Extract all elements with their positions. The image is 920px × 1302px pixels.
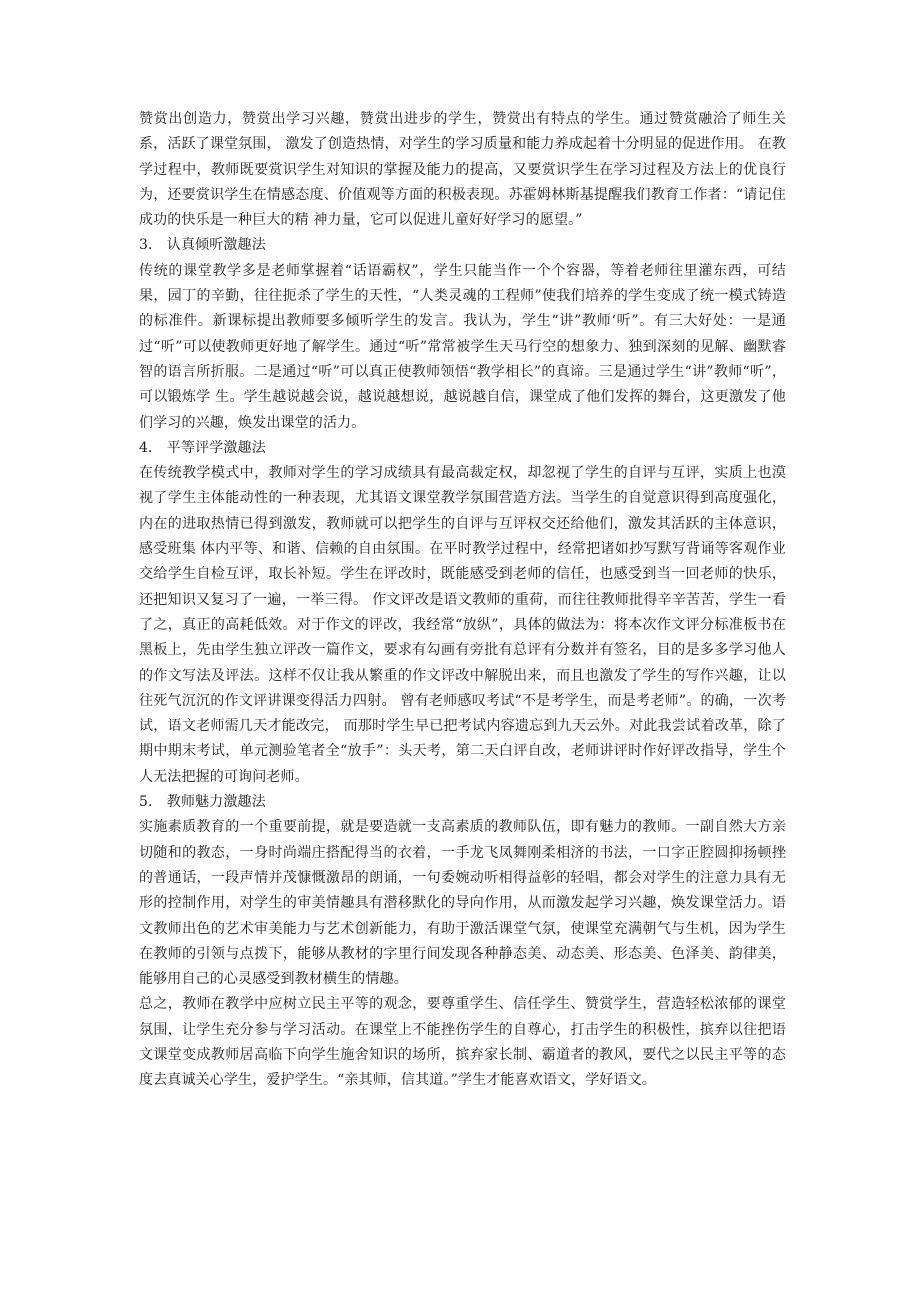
paragraph-teacher-charm: 实施素质教育的一个重要前提，就是要造就一支高素质的教师队伍，即有魅力的教师。一副自然大方亲切随和的教态，一身时尚端庄搭配得当的衣着，一手龙飞凤舞刚柔相济的书法，一口字正腔圆抑扬顿挫的普通话，一段声情并茂慷慨激昂的朗诵，一句委婉动听相得益彰的轻唱，都会对学生的注意力具有无形的控制作用，对学生的审美情趣具有潜移默化的导向作用，从而激发起学习兴趣，焕发课堂活力。语文教师出色的艺术审美能力与艺术创新能力，有助于激活课堂气氛，使课堂充满朝气与生机，因为学生在教师的引领与点拨下，能够从教材的字里行间发现各种静态美、动态美、形态美、色泽美、韵律美，能够用自己的心灵感受到教材横生的情趣。	[139, 819, 786, 988]
paragraph-listening: 传统的课堂教学多是老师掌握着“话语霸权”，学生只能当作一个个容器，等着老师往里灌东西，可结果，园丁的辛勤，往往扼杀了学生的天性，“人类灵魂的工程师”使我们培养的学生变成了统一模式铸造的标准件。新课标提出教师要多倾听学生的发言。我认为，学生“讲”教师‘听”。有三大好处：一是通过“听”可以使教师更好地了解学生。通过“听”常常被学生天马行空的想象力、独到深刻的见解、幽默睿智的语言所折服。二是通过“听”可以真正使教师领悟“教学相长”的真谛。三是通过学生“讲”教师“听”，可以锻炼学 生。学生越说越会说，越说越想说，越说越自信，课堂成了他们发挥的舞台，这更激发了他们学习的兴趣，焕发出课堂的活力。	[139, 262, 786, 431]
heading-equal-evaluation: 4． 平等评学激趣法	[139, 439, 266, 456]
heading-teacher-charm: 5． 教师魅力激趣法	[139, 794, 266, 811]
document-body	[139, 107, 786, 1094]
heading-listening: 3． 认真倾听激趣法	[139, 237, 266, 254]
paragraph-equal-evaluation: 在传统教学模式中，教师对学生的学习成绩具有最高裁定权，却忽视了学生的自评与互评，实质上也漠视了学生主体能动性的一种表现，尤其语文课堂教学氛围营造方法。当学生的自觉意识得到高度强化，内在的进取热情已得到激发，教师就可以把学生的自评与互评权交还给他们，激发其活跃的主体意识，感受班集 体内平等、和谐、信赖的自由氛围。在平时教学过程中，经常把诸如抄写默写背诵等客观作业交给学生自检互评，取长补短。学生在评改时，既能感受到老师的信任，也感受到当一回老师的快乐，还把知识又复习了一遍，一举三得。 作文评改是语文教师的重荷，而往往教师批得辛辛苦苦，学生一看了之，真正的高耗低效。对于作文的评改，我经常“放纵”，具体的做法为：将本次作文评分标准板书在黑板上，先由学生独立评改一篇作文，要求有勾画有旁批有总评有分数并有签名，目的是多多学习他人的作文写法及评法。这样不仅让我从繁重的作文评改中解脱出来，而且也激发了学生的写作兴趣，让以往死气沉沉的作文评讲课变得活力四射。 曾有老师感叹考试“不是考学生，而是考老师”。的确，一次考试，语文老师需几天才能改完， 而那时学生早已把考试内容遗忘到九天云外。对此我尝试着改革，除了期中期末考试，单元测验笔者全“放手”：头天考，第二天白评自改，老师讲评时作好评改指导，学生个人无法把握的可询问老师。	[139, 465, 786, 785]
paragraph-praise: 赞赏出创造力，赞赏出学习兴趣，赞赏出进步的学生，赞赏出有特点的学生。通过赞赏融洽了师生关系，活跃了课堂氛围， 激发了创造热情，对学生的学习质量和能力养成起着十分明显的促进作用。 在教学过程中，教师既要赏识学生对知识的掌握及能力的提高，又要赏识学生在学习过程及方法上的优良行为，还要赏识学生在情感态度、价值观等方面的积极表现。苏霍姆林斯基提醒我们教育工作者：“请记住成功的快乐是一种巨大的精 神力量，它可以促进儿童好好学习的愿望。”	[139, 111, 786, 229]
paragraph-conclusion: 总之，教师在教学中应树立民主平等的观念，要尊重学生、信任学生、赞赏学生，营造轻松浓郁的课堂氛围，让学生充分参与学习活动。在课堂上不能挫伤学生的自尊心，打击学生的积极性，摈弃以往把语文课堂变成教师居高临下向学生施舍知识的场所，摈弃家长制、霸道者的教风，要代之以民主平等的态度去真诚关心学生，爱护学生。“亲其师，信其道。”学生才能喜欢语文，学好语文。	[139, 996, 786, 1089]
